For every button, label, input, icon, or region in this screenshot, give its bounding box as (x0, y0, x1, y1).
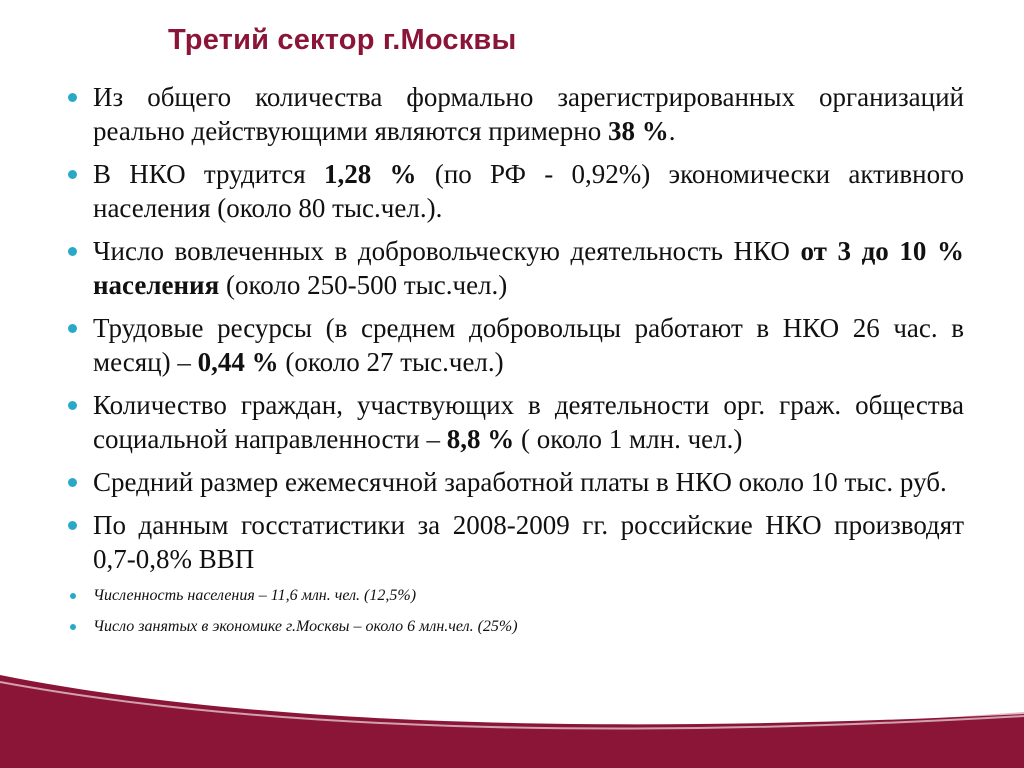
footnote-item (60, 585, 964, 607)
bullet-highlight: 8,8 % (446, 424, 515, 454)
bullet-dot-icon (70, 593, 76, 599)
bullet-dot-icon (70, 624, 76, 630)
bullet-text: Из общего количества формально зарегистрированных организаций реально действующими являются примерно (93, 82, 964, 146)
bullet-text: Число занятых в экономике г.Москвы – около 6 млн.чел. (25%) (93, 618, 518, 635)
bullet-text: ( около 1 млн. чел.) (514, 424, 743, 454)
bullet-dot-icon (68, 401, 77, 410)
bullet-highlight: от 3 до 10 % населения (93, 236, 964, 300)
bullet-text: (по РФ - 0,92%) экономически активного населения (около 80 тыс.чел.). (93, 159, 964, 223)
bottom-band-highlight (0, 682, 1024, 729)
bullet-item (60, 388, 964, 456)
bullet-dot-icon (68, 478, 77, 487)
bullet-dot-icon (68, 247, 77, 256)
bullet-text: Число вовлеченных в добровольческую деятельность НКО (93, 236, 801, 266)
bullet-item (60, 234, 964, 302)
bottom-band-dark (0, 675, 1024, 768)
bullet-item (60, 311, 964, 379)
bullet-highlight: 38 % (607, 116, 669, 146)
bullet-highlight: 1,28 % (324, 159, 417, 189)
bullet-text: (около 250-500 тыс.чел.) (219, 270, 508, 300)
bullet-dot-icon (68, 170, 77, 179)
bullet-dot-icon (68, 521, 77, 530)
bullet-text: В НКО трудится (93, 159, 324, 189)
bottom-band-light (0, 690, 1024, 768)
bullet-text: Количество граждан, участвующих в деятельности орг. граж. общества социальной направленности – (93, 390, 964, 454)
bullet-dot-icon (68, 324, 77, 333)
bullet-item (60, 465, 964, 499)
bullet-item (60, 508, 964, 576)
bullet-highlight: 0,44 % (197, 347, 279, 377)
bullet-text: Трудовые ресурсы (в среднем добровольцы работают в НКО 26 час. в месяц) – (93, 313, 964, 377)
bullet-text: Численность населения – 11,6 млн. чел. (12,5%) (93, 587, 417, 604)
bullet-text: Средний размер ежемесячной заработной платы в НКО около 10 тыс. руб. (93, 467, 947, 497)
bullet-text: . (668, 116, 676, 146)
bullet-dot-icon (68, 93, 77, 102)
bullet-list (60, 80, 964, 647)
bullet-text: По данным госстатистики за 2008-2009 гг. российские НКО производят 0,7-0,8% ВВП (93, 510, 964, 574)
footnote-item (60, 616, 964, 638)
bullet-item (60, 157, 964, 225)
bullet-item (60, 80, 964, 148)
slide-title: Третий сектор г.Москвы (168, 24, 517, 56)
bullet-text: (около 27 тыс.чел.) (278, 347, 504, 377)
